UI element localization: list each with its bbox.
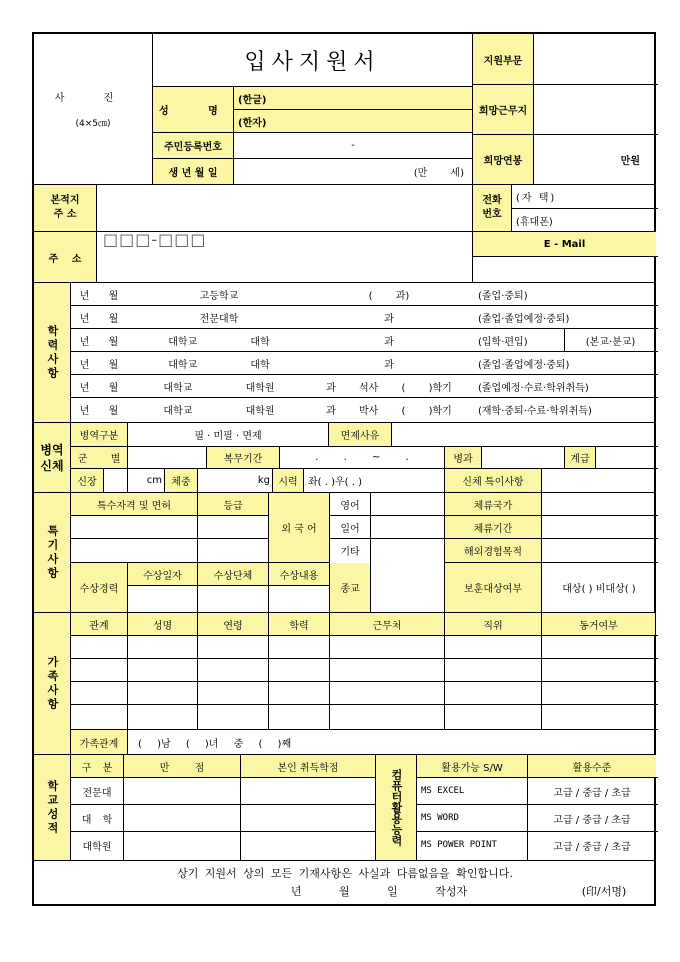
grid-line — [70, 374, 658, 375]
grade-input[interactable] — [596, 447, 656, 468]
grid-line — [70, 351, 658, 352]
email-label: E - Mail — [473, 232, 656, 256]
stay-country-label: 체류국가 — [445, 493, 541, 515]
period-label: 복무기간 — [207, 447, 279, 468]
school-section-label: 학교성적 — [34, 755, 70, 860]
family-cell[interactable] — [128, 636, 197, 658]
confirm-text: 상기 지원서 상의 모든 기재사항은 사실과 다름없음을 확인합니다. — [177, 867, 513, 880]
signature-field[interactable]: (印/서명) — [581, 885, 627, 898]
sw-name: MS EXCEL — [421, 786, 465, 796]
family-header: 연령 — [198, 613, 268, 635]
grid-line — [70, 397, 658, 398]
award-label: 수상경력 — [71, 563, 127, 612]
body-input[interactable] — [542, 469, 656, 492]
edu-major[interactable]: ( 과) — [368, 290, 410, 302]
award-date-label: 수상일자 — [128, 563, 197, 585]
grid-line — [70, 328, 658, 329]
phone-label-text: 전화 번호 — [482, 195, 502, 220]
abroad-purpose-label: 해외경험목적 — [445, 539, 541, 562]
award-org-label: 수상단체 — [198, 563, 268, 585]
edu-school[interactable]: 대학교 대학 — [168, 336, 270, 348]
computer-section-label: 컴퓨터활용능력 — [376, 755, 416, 860]
rank-input[interactable] — [482, 447, 564, 468]
salary-label: 희망연봉 — [473, 135, 533, 184]
name-label: 성 명 — [153, 87, 233, 132]
cert-input-1[interactable] — [71, 516, 197, 538]
lang-input[interactable] — [371, 539, 444, 562]
family-cell[interactable] — [330, 682, 444, 704]
salary-input[interactable]: 만원 — [620, 156, 640, 167]
level-label: 활용수준 — [528, 755, 656, 777]
edu-status[interactable]: (졸업·중퇴) — [478, 290, 528, 302]
school-row-label: 대 학 — [81, 814, 113, 826]
branch-label: 군 별 — [71, 447, 127, 468]
award-org-input[interactable] — [198, 586, 268, 612]
grid-line — [416, 831, 658, 832]
edu-status[interactable]: (재학·중퇴·수료·학위취득) — [478, 405, 592, 417]
edu-major[interactable]: 과 — [384, 336, 394, 348]
phone-label — [473, 185, 511, 231]
edu-date[interactable]: 년 월 — [79, 405, 119, 417]
school-score-input[interactable] — [241, 778, 375, 804]
period-input[interactable]: . . ~ . — [315, 452, 409, 463]
edu-major[interactable]: 과 석사 ( )학기 — [326, 382, 452, 394]
grid-line — [70, 305, 658, 306]
grid-line — [70, 804, 376, 805]
height-input[interactable]: cm — [146, 475, 162, 486]
family-cell[interactable] — [269, 636, 329, 658]
lang-name: 기타 — [340, 547, 360, 558]
family-cell[interactable] — [445, 659, 541, 681]
age-field[interactable]: (만 세) — [413, 168, 464, 179]
family-cell[interactable] — [128, 705, 197, 727]
religion-label: 종교 — [330, 563, 370, 612]
edu-school[interactable]: 대학교 대학 — [168, 359, 270, 371]
family-cell[interactable] — [542, 682, 655, 704]
stay-period-label: 체류기간 — [445, 516, 541, 538]
family-cell[interactable] — [542, 636, 655, 658]
edu-status[interactable]: (졸업·졸업예정·중퇴) — [478, 359, 570, 371]
workplace-label: 희망근무지 — [473, 85, 533, 134]
edu-school[interactable]: 대학교 대학원 — [163, 382, 275, 394]
weight-input[interactable]: kg — [257, 475, 270, 486]
vision-label: 시력 — [273, 469, 303, 492]
school-col-score: 본인 취득학점 — [241, 755, 375, 777]
edu-major[interactable]: 과 — [384, 359, 394, 371]
sw-level[interactable]: 고급 / 중급 / 초급 — [553, 814, 631, 826]
rank-label: 병과 — [445, 447, 481, 468]
edu-date[interactable]: 년 월 — [79, 313, 119, 325]
family-relation-label: 가족관계 — [71, 730, 127, 754]
rrn-label: 주민등록번호 — [153, 133, 233, 158]
school-col-full: 만 점 — [124, 755, 240, 777]
abroad-purpose-input[interactable] — [542, 539, 656, 562]
cert-label: 특수자격 및 면허 — [71, 493, 197, 515]
sw-label: 활용가능 S/W — [417, 755, 527, 777]
edu-date[interactable]: 년 월 — [79, 290, 119, 302]
edu-status[interactable]: (입학·편입) — [478, 336, 528, 348]
birth-label: 생 년 월 일 — [153, 159, 233, 184]
branch-input[interactable] — [128, 447, 206, 468]
cert-input-2[interactable] — [71, 539, 197, 562]
family-header: 직위 — [445, 613, 541, 635]
veteran-label: 보훈대상여부 — [445, 563, 541, 612]
family-section-label: 가족사항 — [34, 613, 70, 754]
family-cell[interactable] — [269, 682, 329, 704]
family-header: 동거여부 — [542, 613, 655, 635]
rrn-input[interactable]: - — [351, 140, 355, 151]
mobile-input[interactable]: (휴대폰) — [516, 216, 553, 228]
workplace-input[interactable] — [534, 85, 656, 134]
dept-input[interactable] — [534, 34, 656, 84]
lang-name: 영어 — [340, 500, 360, 512]
family-cell[interactable] — [330, 659, 444, 681]
page-title: 입사지원서 — [244, 49, 381, 75]
exempt-input[interactable] — [392, 423, 656, 446]
dept-label: 지원부문 — [473, 34, 533, 84]
grid-line — [416, 804, 658, 805]
family-header: 성명 — [128, 613, 197, 635]
photo-label: 사 진 — [54, 93, 132, 104]
family-cell[interactable] — [542, 705, 655, 727]
family-relation-input[interactable]: ( )남 ( )녀 중 ( )째 — [138, 738, 292, 750]
edu-school[interactable]: 대학교 대학원 — [163, 405, 275, 417]
hangul-label: (한글) — [234, 87, 472, 109]
sw-name: MS POWER POINT — [421, 840, 497, 850]
exempt-label: 면제사유 — [329, 423, 391, 446]
cert-grade-label: 등급 — [198, 493, 268, 515]
application-form — [32, 32, 656, 906]
home-phone-input[interactable]: (자 택) — [516, 193, 557, 204]
award-content-input[interactable] — [269, 586, 329, 612]
domicile-label — [34, 185, 96, 231]
grid-line — [70, 831, 376, 832]
address-input[interactable] — [97, 232, 472, 282]
education-section-label: 학력사항 — [34, 283, 70, 422]
veteran-input[interactable]: 대상( ) 비대상( ) — [562, 584, 636, 595]
family-cell[interactable] — [542, 659, 655, 681]
grid-line — [329, 515, 445, 516]
family-cell[interactable] — [71, 636, 127, 658]
family-cell[interactable] — [71, 682, 127, 704]
sw-level[interactable]: 고급 / 중급 / 초급 — [553, 787, 631, 799]
edu-extra[interactable]: (본교·분교) — [585, 336, 636, 348]
sw-level[interactable]: 고급 / 중급 / 초급 — [553, 841, 631, 853]
email-input[interactable] — [473, 257, 656, 282]
family-cell[interactable] — [330, 705, 444, 727]
edu-date[interactable]: 년 월 — [79, 359, 119, 371]
school-col-type: 구 분 — [71, 755, 123, 777]
family-cell[interactable] — [445, 705, 541, 727]
edu-major[interactable]: 과 박사 ( )학기 — [326, 405, 452, 417]
grade-label: 계급 — [565, 447, 595, 468]
edu-status[interactable]: (졸업·졸업예정·중퇴) — [478, 313, 570, 325]
photo-box[interactable] — [34, 34, 152, 184]
school-full-input[interactable] — [124, 778, 240, 804]
family-header: 관계 — [71, 613, 127, 635]
family-cell[interactable] — [269, 705, 329, 727]
family-cell[interactable] — [445, 636, 541, 658]
school-score-input[interactable] — [241, 832, 375, 858]
height-label: 신장 — [71, 469, 103, 492]
zip-placeholder: □□□-□□□ — [103, 232, 207, 249]
award-date-input[interactable] — [128, 586, 197, 612]
domicile-label-text: 본적지 주 소 — [50, 195, 80, 220]
family-cell[interactable] — [128, 659, 197, 681]
school-row-label: 대학원 — [82, 841, 112, 853]
edu-status[interactable]: (졸업예정·수료·학위취득) — [478, 382, 589, 394]
family-cell[interactable] — [330, 636, 444, 658]
award-content-label: 수상내용 — [269, 563, 329, 585]
family-cell[interactable] — [198, 705, 268, 727]
body-label: 신체 특이사항 — [445, 469, 541, 492]
lang-label: 외 국 어 — [269, 493, 329, 562]
family-header: 근무처 — [330, 613, 444, 635]
edu-school[interactable]: 고등학교 — [199, 290, 239, 302]
lang-input[interactable] — [371, 493, 444, 515]
religion-input[interactable] — [371, 563, 444, 612]
edu-major[interactable]: 과 — [384, 313, 394, 325]
family-cell[interactable] — [445, 682, 541, 704]
address-label: 주 소 — [34, 232, 96, 282]
family-cell[interactable] — [128, 682, 197, 704]
family-cell[interactable] — [71, 659, 127, 681]
edu-date[interactable]: 년 월 — [79, 382, 119, 394]
photo-size: (4×5㎝) — [75, 119, 111, 129]
date-line[interactable]: 년 월 일 작성자 — [290, 885, 468, 898]
edu-school[interactable]: 전문대학 — [199, 313, 239, 325]
mil-type-label: 병역구분 — [71, 423, 127, 446]
family-cell[interactable] — [198, 636, 268, 658]
family-cell[interactable] — [198, 659, 268, 681]
family-cell[interactable] — [269, 659, 329, 681]
family-cell[interactable] — [71, 705, 127, 727]
grid-line — [329, 538, 445, 539]
school-score-input[interactable] — [241, 805, 375, 831]
special-section-label: 특기사항 — [34, 493, 70, 612]
military-section-label — [34, 423, 70, 492]
mil-type-options[interactable]: 필 · 미필 · 면제 — [194, 431, 262, 442]
family-header: 학력 — [269, 613, 329, 635]
stay-country-input[interactable] — [542, 493, 656, 515]
hanja-label: (한자) — [234, 110, 472, 132]
lang-name: 일어 — [340, 523, 360, 535]
stay-period-input[interactable] — [542, 516, 656, 538]
lang-input[interactable] — [371, 516, 444, 538]
vision-input[interactable]: 좌( . )우( . ) — [308, 477, 362, 488]
school-full-input[interactable] — [124, 832, 240, 858]
domicile-input[interactable] — [97, 185, 472, 231]
school-row-label: 전문대 — [82, 787, 112, 799]
edu-date[interactable]: 년 월 — [79, 336, 119, 348]
sw-name: MS WORD — [421, 813, 459, 823]
weight-label: 체중 — [165, 469, 197, 492]
school-full-input[interactable] — [124, 805, 240, 831]
military-label-text: 병역 신체 — [40, 442, 64, 473]
family-cell[interactable] — [198, 682, 268, 704]
